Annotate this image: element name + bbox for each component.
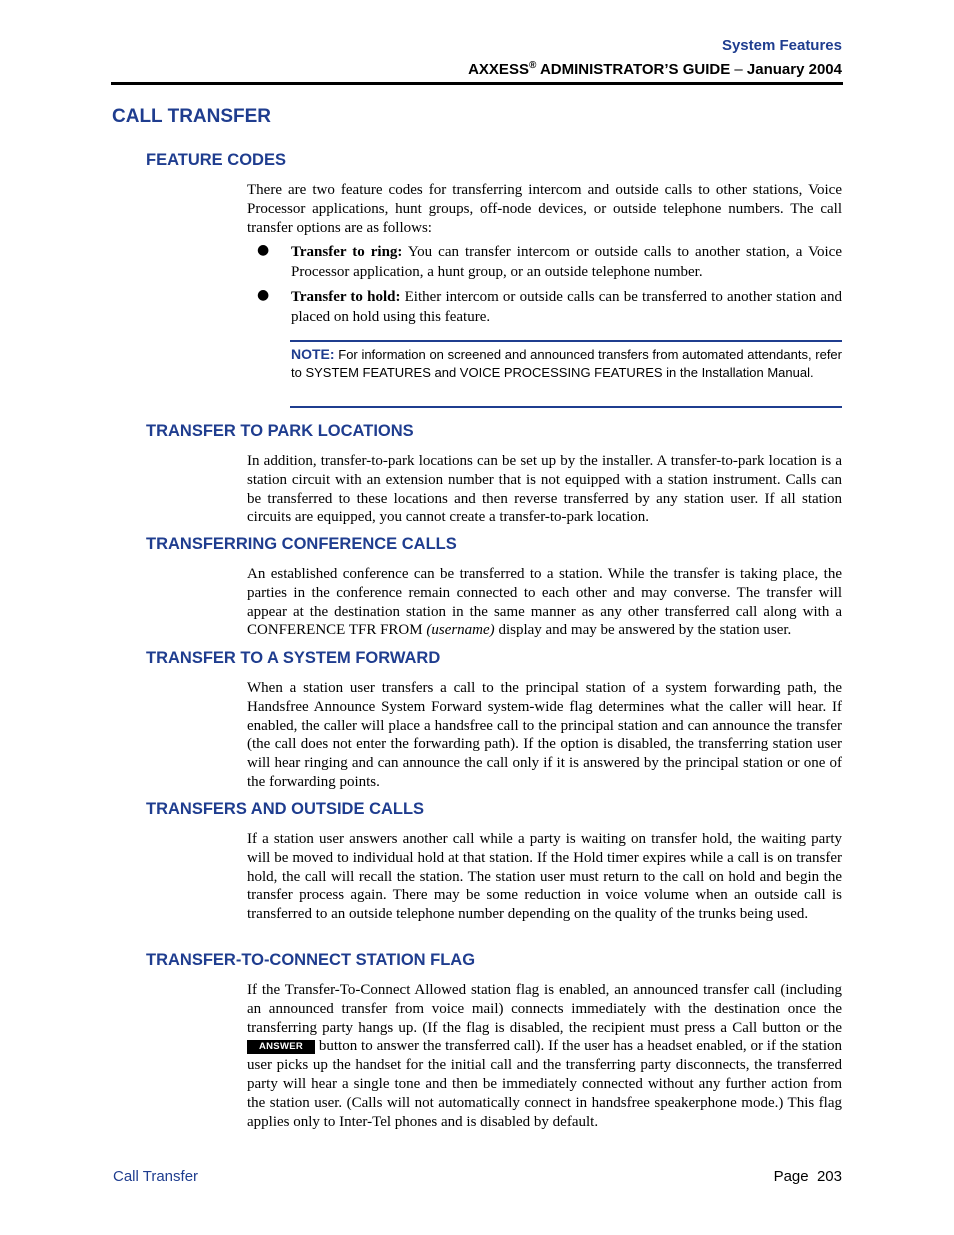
note-label: NOTE: [291, 346, 335, 362]
heading-conference-calls: TRANSFERRING CONFERENCE CALLS [146, 535, 457, 553]
heading-feature-codes: FEATURE CODES [146, 151, 286, 169]
header-rule [111, 82, 843, 85]
system-forward-text: When a station user transfers a call to the principal station of a system forwarding path, the Handsfree Announce System Forward system-wide flag determines what the caller will hear. If enabled, the caller will place a handsfree call to the principal station and can announce the transfer (the call does not enter the forwarding path). If the option is disabled, the transferring station user will hear ringing and can announce the call only if it is answered by the principal station or one of the forwarding points. [247, 680, 842, 790]
bullet-icon: ● [257, 242, 270, 258]
running-header-guide [468, 60, 842, 78]
bullet-label: Transfer to hold: [291, 289, 401, 305]
conference-text-b: display and may be answered by the station user. [494, 622, 792, 639]
page-number: 203 [816, 1168, 842, 1185]
footer-section: Call Transfer [113, 1168, 199, 1185]
outside-text: If a station user answers another call while a party is waiting on transfer hold, the waiting party will be moved to individual hold at that station. If the Hold timer expires while a call is on transfer hold, the call will recall the station. The station user must return to the call on hold and begin the transfer process again. There may be some reduction in voice volume when an outside call is transferred to an outside telephone number depending on the quality of the trunks being used. [247, 831, 842, 923]
connect-flag-text-a: If the Transfer-To-Connect Allowed station flag is enabled, an announced transfer call (including an announced transfer from voice mail) connects immediately with the destination once the transferring party hangs up. (If the flag is disabled, the recipient must press a Call button or the [247, 982, 842, 1036]
running-header-section: System Features [721, 37, 842, 54]
connect-flag-text [247, 981, 842, 1131]
footer-page [774, 1168, 842, 1185]
guide-product: AXXESS [468, 61, 529, 78]
heading-system-forward: TRANSFER TO A SYSTEM FORWARD [146, 649, 441, 667]
bullet-icon: ● [257, 287, 270, 303]
conference-text-a: An established conference can be transferred to a station. While the transfer is taking place, the parties in the conference remain connected to each other and may converse. The transfer will appear at the destination station in the same manner as any other transferred call along with a CONFERENCE TFR FROM [247, 566, 842, 639]
heading-connect-flag: TRANSFER-TO-CONNECT STATION FLAG [146, 951, 476, 969]
note-box [290, 340, 842, 408]
bullet-text [291, 243, 842, 282]
registered-mark: ® [528, 60, 537, 71]
heading-park-locations: TRANSFER TO PARK LOCATIONS [146, 422, 414, 440]
page-label: Page [773, 1168, 809, 1185]
park-text: In addition, transfer-to-park locations can be set up by the installer. A transfer-to-park location is a station circuit with an extension number that is not equipped with a station instrument. Calls can be transferred to these locations and then reverse transferred by any station user. If all station circuits are equipped, you cannot create a transfer-to-park location. [247, 453, 842, 526]
conference-text [247, 565, 842, 640]
conference-username: (username) [426, 622, 495, 639]
page-title: CALL TRANSFER [112, 106, 272, 127]
bullet-body: You can transfer intercom or outside calls to another station, a Voice Processor application, a hunt group, or an outside telephone number. [291, 244, 842, 280]
feature-codes-intro: There are two feature codes for transferring intercom and outside calls to other stations, Voice Processor applications, hunt groups, off-node devices, or outside telephone numbers. The call transfer options are as follows: [247, 182, 842, 236]
guide-title: ADMINISTRATOR’S GUIDE [536, 61, 731, 78]
bullet-body: Either intercom or outside calls can be transferred to another station and placed on hold using this feature. [291, 289, 842, 325]
note-text [291, 346, 842, 381]
guide-dash: – [730, 61, 747, 78]
heading-outside-calls: TRANSFERS AND OUTSIDE CALLS [146, 800, 425, 818]
note-body: For information on screened and announced transfers from automated attendants, refer to SYSTEM FEATURES and VOICE PROCESSING FEATURES in the Installation Manual. [291, 347, 842, 380]
bullet-text [291, 288, 842, 327]
connect-flag-text-b: button to answer the transferred call). If the user has a headset enabled, or if the station user picks up the handset for the initial call and the transferring party disconnects, the transferred party will hear a single tone and then be immediately connected without any further action from the station user. (Calls will not automatically connect in handsfree speakerphone mode.) This flag applies only to Inter-Tel phones and is disabled by default. [247, 1038, 842, 1130]
guide-date: January 2004 [746, 61, 842, 78]
bullet-label: Transfer to ring: [291, 244, 403, 260]
answer-key: ANSWER [247, 1040, 315, 1054]
